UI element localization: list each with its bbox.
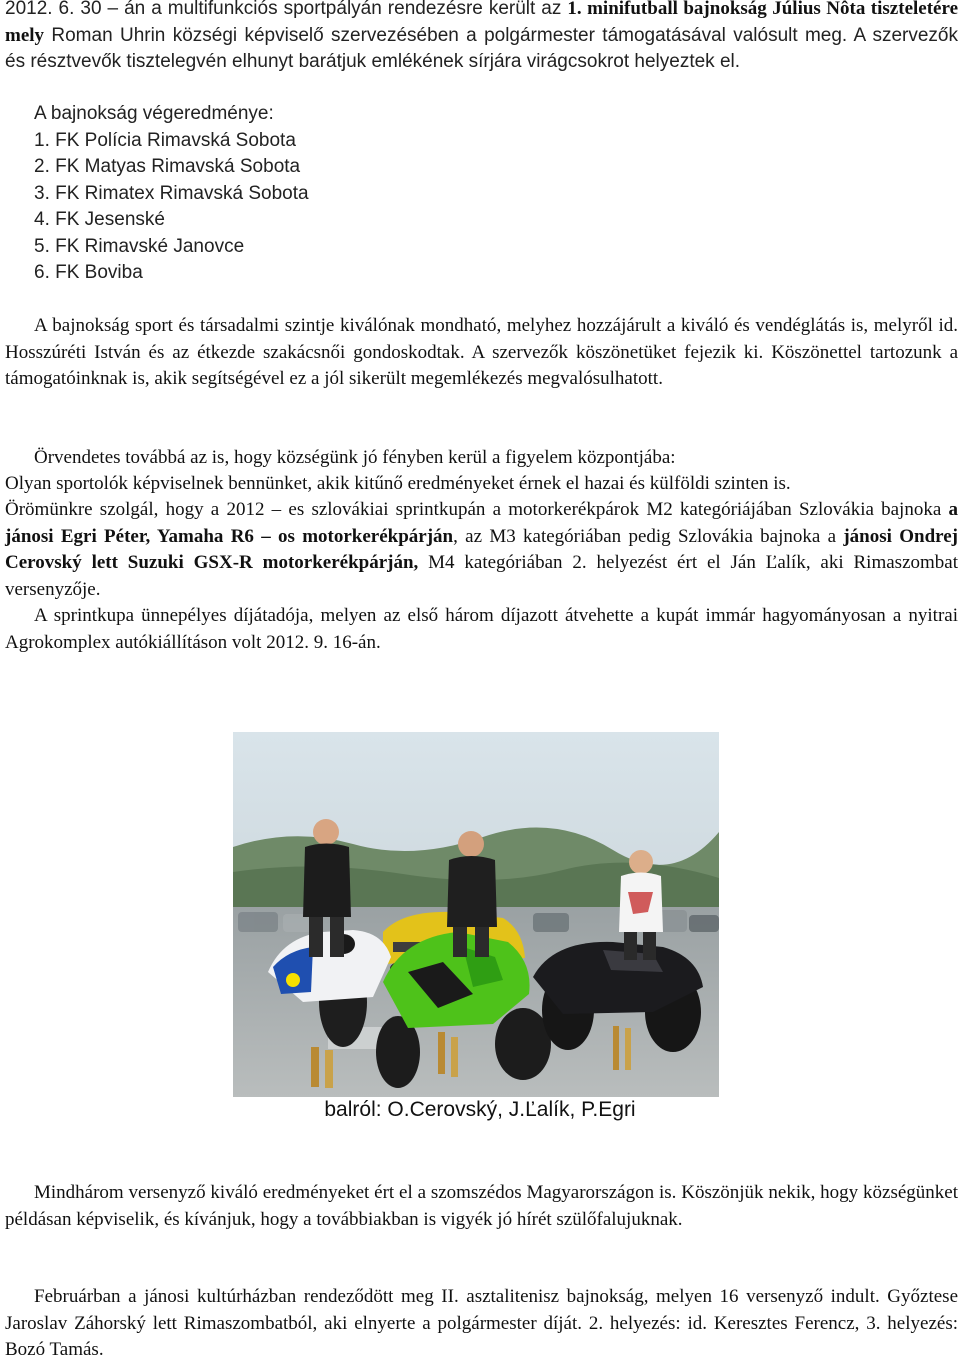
sprint-text-a: Örömünkre szolgál, hogy a 2012 – es szlovákiai sprintkupán a motorkerékpárok M2 kategóriájában Szlovákia bajnoka (5, 499, 949, 520)
results-list-item: 3. FK Rimatex Rimavská Sobota (34, 182, 309, 204)
results-list-item: 2. FK Matyas Rimavská Sobota (34, 156, 301, 177)
sprint-athletes-line: Olyan sportolók képviselnek bennünket, akik kitűnő eredményeket érnek el hazai és külföldi szinten is. (5, 473, 791, 494)
intro-text-bold: 1. minifutball bajnokság Július Nôta tiszteletére mely (5, 0, 958, 46)
results-section (5, 101, 958, 287)
intro-text-part1: 2012. 6. 30 – án a multifunkciós sportpályán rendezésre került az (5, 0, 568, 19)
results-heading: A bajnokság végeredménye: (34, 103, 274, 124)
results-list-item: 6. FK Boviba (34, 262, 143, 283)
results-list-item: 4. FK Jesenské (34, 209, 165, 230)
results-list-item: 5. FK Rimavské Janovce (34, 235, 245, 257)
results-list (5, 128, 958, 287)
sprint-bold-cerovsky: jánosi Ondrej Cerovský lett Suzuki GSX-R motorkerékpárján, (5, 525, 958, 573)
intro-text-part2: Roman Uhrin községi képviselő szervezésében a polgármester támogatásával valósult meg. A szervezők és résztvevők tisztelegvén elhunyt barátjuk emlékének sírjára virágcsokrot helyeztek el. (5, 24, 958, 72)
closing-paragraph-riders: Mindhárom versenyző kiváló eredményeket ért el a szomszédos Magyarországon is. Köszönjük nekik, hogy községünket példásan képviselik, és kívánjuk, hogy a továbbiakban is vigyék jó hírét szülőfalujuknak. (5, 1182, 958, 1230)
sprint-results-paragraph (5, 497, 958, 603)
photo-caption: balról: O.Cerovský, J.Ľalík, P.Egri (324, 1098, 636, 1121)
sprint-intro-line: Örvendetes továbbá az is, hogy községünk jó fényben kerül a figyelem központjába: (34, 447, 676, 468)
closing-paragraph-table-tennis: Februárban a jánosi kultúrházban rendeződött meg II. asztalitenisz bajnokság, melyen 16 versenyző indult. Győztese Jaroslav Záhorský lett Rimaszombatból, aki elnyerte a polgármester díját. 2. helyezés: id. Keresztes Ferencz, 3. helyezés: Bozó Tamás. (5, 1286, 958, 1360)
sprint-text-d: M4 kategóriában 2. helyezést ért el Ján Ľalík, aki Rimaszombat versenyzője. (5, 552, 958, 600)
sprint-bold-egri: a jánosi Egri Péter, Yamaha R6 – os motorkerékpárján (5, 499, 958, 547)
sprint-text-c: , az M3 kategóriában pedig Szlovákia bajnoka a (453, 525, 844, 547)
award-ceremony-paragraph: A sprintkupa ünnepélyes díjátadója, melyen az első három díjazott átvehette a kupát immár hagyományosan a nyitrai Agrokomplex autókiállításon volt 2012. 9. 16-án. (5, 605, 958, 653)
results-list-item: 1. FK Polícia Rimavská Sobota (34, 129, 296, 151)
intro-paragraph (5, 0, 958, 76)
championship-paragraph: A bajnokság sport és társadalmi szintje kiválónak mondható, melyhez hozzájárult a kiváló és vendéglátás is, melyről id. Hosszúréti István és az étkezde szakácsnői gondoskodtak. A szervezők köszönetüket fejezik ki. Köszönettel tartozunk a támogatóinknak is, akik segítségével ez a jól sikerült megemlékezés megvalósulhatott. (5, 315, 958, 389)
motorcycle-riders-photo (233, 732, 719, 1097)
